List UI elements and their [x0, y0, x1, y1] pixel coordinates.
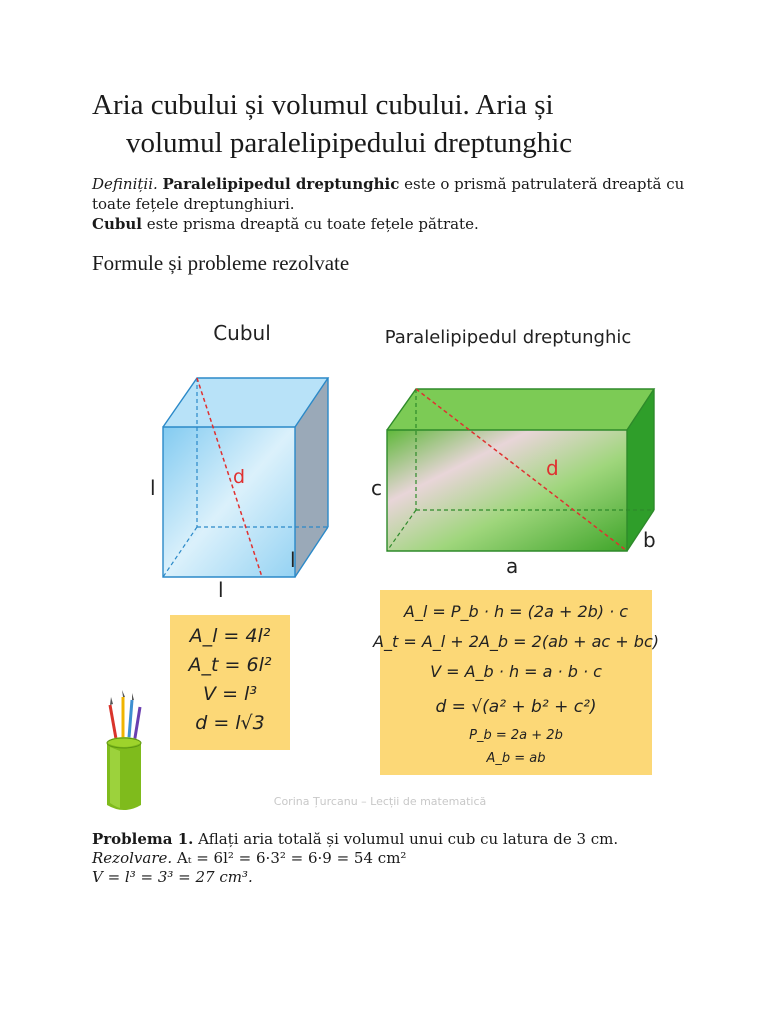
term-prism: Paralelipipedul dreptunghic [162, 175, 400, 193]
prism-drawing [371, 389, 656, 578]
prism-formula-total: A_t = A_l + 2A_b = 2(ab + ac + bc) [373, 632, 659, 651]
solution-label: Rezolvare. [92, 849, 173, 867]
cube-label-l-right: l [290, 548, 296, 572]
watermark: Corina Țurcanu – Lecții de matematică [273, 795, 487, 808]
definition-cube [92, 214, 692, 234]
section-subtitle: Formule și probleme rezolvate [92, 251, 350, 275]
cube-label-l-bottom: l [218, 578, 224, 602]
prism-formula-diagonal: d = √(a² + b² + c²) [435, 697, 597, 717]
prism-title: Paralelipipedul dreptunghic [384, 327, 632, 348]
geometry-figure [90, 305, 680, 825]
pencil-cup-illustration [107, 690, 141, 810]
prism-label-c: c [371, 476, 382, 500]
cube-label-l-left: l [150, 476, 156, 500]
cube-title: Cubul [213, 321, 271, 345]
cube-formula-volume: V = l³ [203, 683, 257, 705]
title-line-1: Aria cubului și volumul cubului. Aria și [92, 89, 554, 121]
problem-1-solution-line-1 [92, 849, 672, 868]
cube-label-d: d [233, 466, 246, 488]
definition-cube-text: este prisma dreaptă cu toate fețele pătrate. [141, 215, 479, 233]
cube-formula-total: A_t = 6l² [188, 654, 272, 676]
prism-label-d: d [546, 456, 559, 480]
cube-drawing [150, 378, 328, 602]
problem-1-label: Problema 1. [92, 830, 194, 848]
cube-formula-diagonal: d = l√3 [195, 712, 265, 734]
title-line-2: volumul paralelipipedului dreptunghic [126, 127, 573, 159]
solution-total-area: Aₜ = 6l² = 6·3² = 6·9 = 54 cm² [172, 849, 407, 867]
prism-label-b: b [643, 528, 656, 552]
page-title [92, 86, 692, 162]
cube-formula-lateral: A_l = 4l² [189, 625, 271, 647]
problem-1-statement [92, 830, 672, 849]
prism-label-a: a [506, 554, 519, 578]
definitions [92, 174, 692, 234]
problem-1 [92, 830, 672, 887]
solution-volume: V = l³ = 3³ = 27 cm³. [92, 868, 253, 886]
definition-prism-text: este o prismă patrulateră dreaptă cu toate fețele dreptunghiuri. [92, 175, 685, 213]
definition-prism [92, 174, 692, 214]
prism-formula-base-area: A_b = ab [486, 751, 546, 766]
prism-formula-volume: V = A_b · h = a · b · c [430, 662, 602, 681]
definitions-label: Definiții. [92, 175, 158, 193]
prism-formula-lateral: A_l = P_b · h = (2a + 2b) · c [403, 602, 629, 621]
term-cube: Cubul [92, 215, 142, 233]
problem-1-text: Aflați aria totală și volumul unui cub cu latura de 3 cm. [193, 830, 619, 848]
prism-formula-base-perimeter: P_b = 2a + 2b [469, 728, 563, 743]
